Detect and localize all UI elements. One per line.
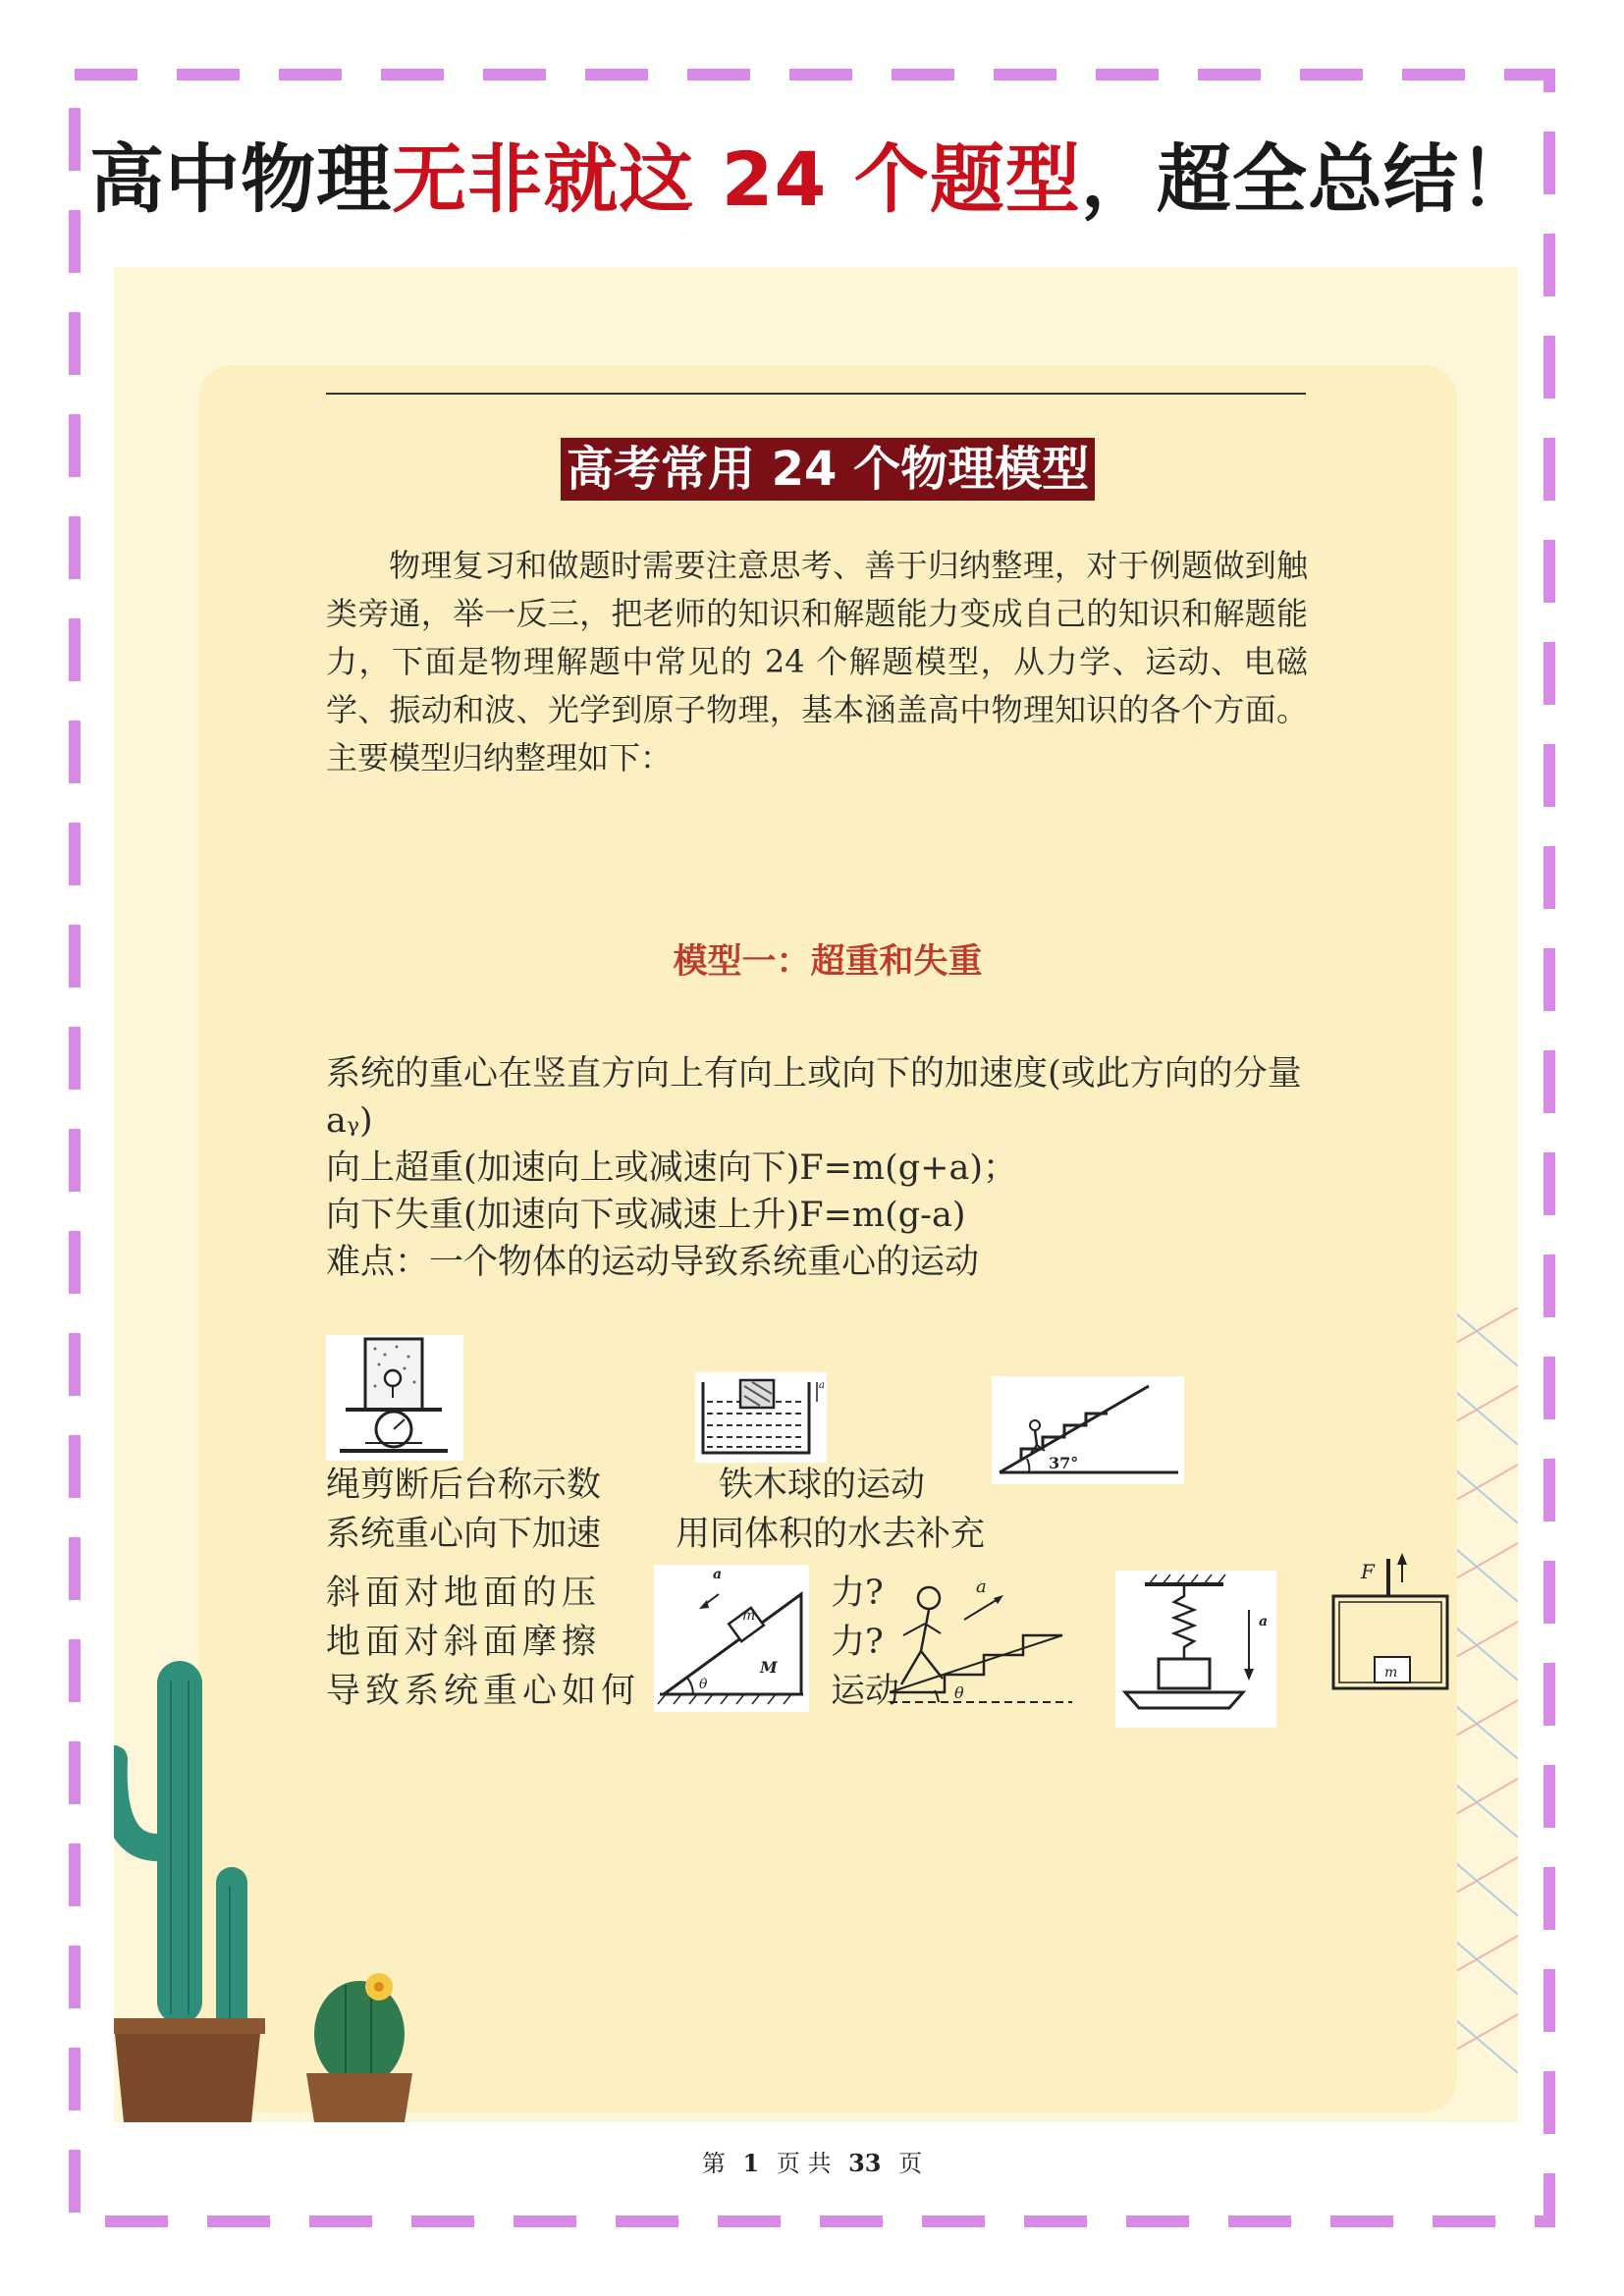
fig5-label-theta: θ	[954, 1683, 964, 1702]
fig2-label-a: a	[819, 1380, 825, 1391]
fig5-line: 运动	[831, 1672, 900, 1711]
caption-line: 系统重心向下加速	[326, 1515, 602, 1554]
figure-escalator	[886, 1575, 1082, 1712]
model-body	[326, 1050, 1327, 1286]
row3-line: 斜面对地面的压	[326, 1574, 602, 1613]
footer-total-pages: 33	[848, 2149, 882, 2177]
figure1-caption	[326, 1461, 601, 1559]
body-line: 向下失重(加速向下或减速上升)F=m(g-a)	[326, 1196, 966, 1235]
body-line: 系统的重心在竖直方向上有向上或向下的加速度(或此方向的分量 aᵧ)	[326, 1054, 1302, 1141]
page-title	[0, 120, 1624, 227]
row3-line: 地面对斜面摩擦	[326, 1623, 602, 1662]
figure-staircase	[992, 1376, 1184, 1484]
fig5-label-a: a	[976, 1576, 987, 1597]
title-part1: 高中物理	[89, 135, 393, 223]
caption-line: 绳剪断后台称示数	[326, 1466, 602, 1505]
title-highlight: 无非就这 24 个题型	[392, 135, 1081, 223]
fig4-label-M: M	[760, 1658, 778, 1677]
row3-line: 导致系统重心如何	[326, 1672, 641, 1711]
body-line: 难点：一个物体的运动导致系统重心的运动	[326, 1243, 980, 1282]
body-line: 向上超重(加速向上或减速向下)F=m(g+a)；	[326, 1148, 1018, 1188]
figure-box-force	[1327, 1549, 1455, 1706]
fig3-angle-label: 37°	[1049, 1454, 1079, 1472]
fig4-label-m: m	[742, 1608, 756, 1624]
fig5-line: 力?	[831, 1574, 884, 1613]
document-poster	[114, 267, 1518, 2122]
intro-paragraph: 物理复习和做题时需要注意思考、善于归纳整理，对于例题做到触类旁通，举一反三，把老师的知识和解题能力变成自己的知识和解题能力，下面是物理解题中常见的 24 个解题模型，从力学、运动、电磁学、振动和波、光学到原子物理，基本涵盖高中物理知识的各个方面。主要模型归纳整理如下：	[326, 547, 1308, 776]
model-heading: 模型一：超重和失重	[673, 941, 983, 982]
figure2-caption-line2: 用同体积的水去补充	[676, 1515, 986, 1554]
top-rule	[326, 393, 1306, 395]
page-footer	[0, 2144, 1624, 2178]
figure-spring	[1115, 1571, 1276, 1728]
figure-scale-tube	[326, 1335, 463, 1461]
cactus-decoration	[114, 1622, 448, 2122]
fig7-label-F: F	[1361, 1560, 1375, 1583]
fig4-label-a: a	[713, 1567, 723, 1582]
footer-prefix: 第	[701, 2150, 726, 2177]
footer-suffix: 页	[898, 2150, 923, 2177]
fig6-label-a: a	[1259, 1614, 1269, 1629]
title-part2: ，超全总结！	[1080, 135, 1535, 223]
figure2-caption-line1: 铁木球的运动	[719, 1466, 926, 1505]
fig4-label-theta: θ	[699, 1677, 708, 1692]
figure-beaker	[695, 1372, 827, 1463]
fig5-line: 力?	[831, 1623, 884, 1662]
footer-page-number: 1	[742, 2149, 760, 2177]
plaid-decoration	[1449, 1308, 1518, 2112]
figure-incline	[654, 1565, 809, 1712]
fig7-label-m: m	[1384, 1665, 1398, 1681]
document-title: 高考常用 24 个物理模型	[561, 438, 1095, 501]
footer-middle: 页 共	[776, 2150, 832, 2177]
